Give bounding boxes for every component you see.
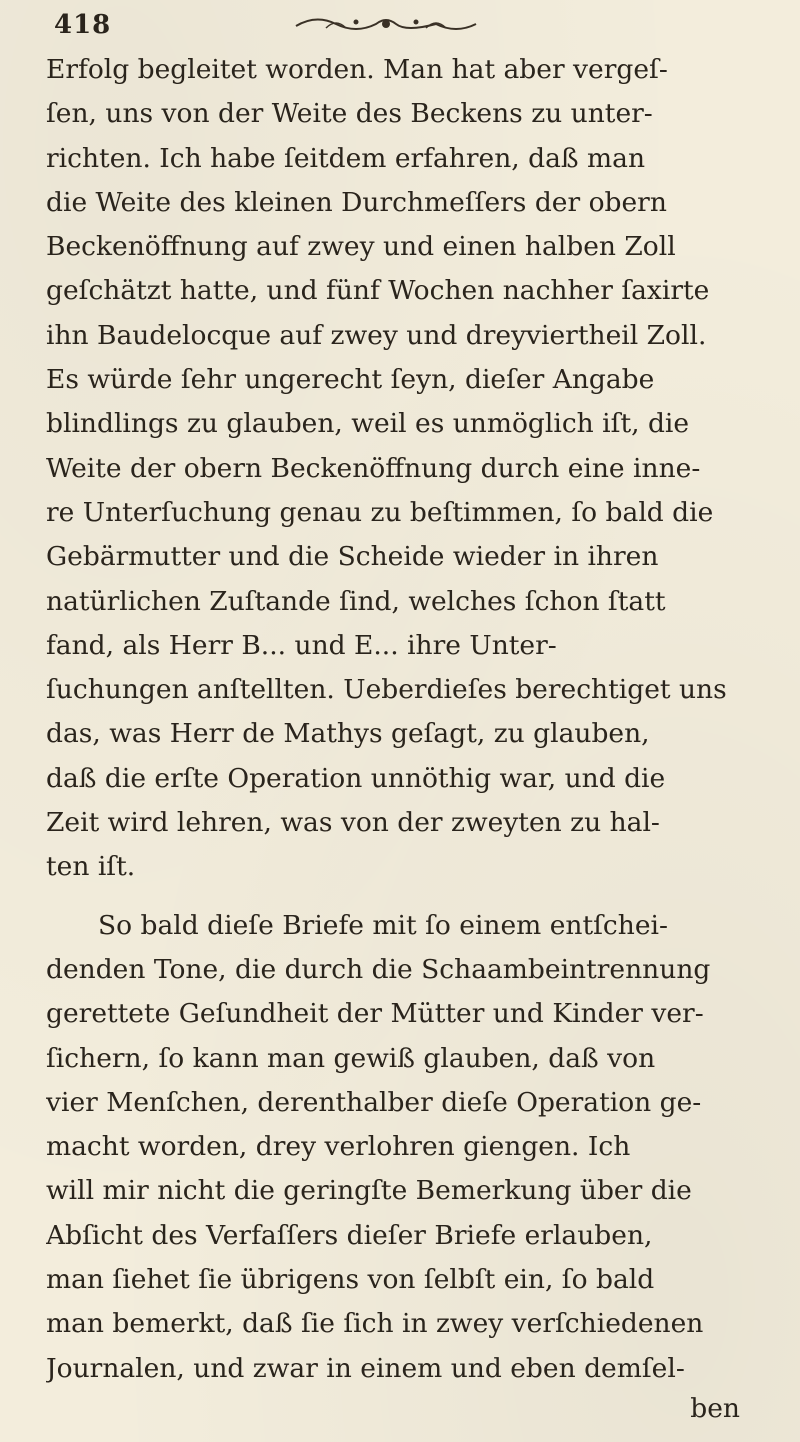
text-line: Gebärmutter und die Scheide wieder in ihren: [46, 541, 659, 573]
text-line: denden Tone, die durch die Schaambeintrennung: [46, 953, 711, 985]
text-line: man bemerkt, daß ſie ſich in zwey verſchiedenen: [46, 1308, 704, 1340]
text-line: ſen, uns von der Weite des Beckens zu unter-: [46, 98, 653, 130]
text-line: daß die erſte Operation unnöthig war, und die: [46, 762, 666, 794]
text-line: Weite der obern Beckenöffnung durch eine inne-: [46, 452, 701, 484]
text-line: Abſicht des Verfaſſers dieſer Briefe erlauben,: [46, 1219, 653, 1251]
text-line: Journalen, und zwar in einem und eben demſel-: [46, 1352, 685, 1384]
text-line: ſuchungen anſtellten. Ueberdieſes berechtiget uns: [46, 674, 727, 706]
text-line: Beckenöffnung auf zwey und einen halben Zoll: [46, 231, 676, 263]
text-line: vier Menſchen, derenthalber dieſe Operation ge-: [46, 1086, 702, 1118]
paragraph-gap: [46, 890, 776, 904]
page-number: 418: [54, 10, 112, 40]
text-line: fand, als Herr B... und E... ihre Unter-: [46, 629, 557, 661]
text-line: macht worden, drey verlohren giengen. Ich: [46, 1131, 631, 1163]
text-line: ſichern, ſo kann man gewiß glauben, daß von: [46, 1042, 656, 1074]
text-line: richten. Ich habe ſeitdem erfahren, daß man: [46, 142, 646, 174]
text-line: gerettete Geſundheit der Mütter und Kinder ver-: [46, 998, 704, 1030]
page-header: [46, 8, 776, 48]
text-line: blindlings zu glauben, weil es unmöglich iſt, die: [46, 408, 690, 440]
paragraph-1: [46, 48, 776, 890]
text-line: will mir nicht die geringſte Bemerkung über die: [46, 1175, 692, 1207]
text-line: ten iſt.: [46, 851, 136, 883]
ornament-icon: [286, 12, 486, 36]
text-line: ihn Baudelocque auf zwey und dreyviertheil Zoll.: [46, 319, 707, 351]
text-line: natürlichen Zuſtande ſind, welches ſchon ſtatt: [46, 585, 666, 617]
text-line: Zeit wird lehren, was von der zweyten zu hal-: [46, 807, 660, 839]
text-line: So bald dieſe Briefe mit ſo einem entſchei-: [98, 909, 668, 941]
text-line: die Weite des kleinen Durchmeſſers der obern: [46, 186, 667, 218]
text-line: das, was Herr de Mathys geſagt, zu glauben,: [46, 718, 650, 750]
body-text: [46, 48, 776, 1427]
text-line: Erfolg begleitet worden. Man hat aber vergeſ-: [46, 54, 668, 85]
catchword: ben: [690, 1392, 740, 1424]
text-line: geſchätzt hatte, und fünf Wochen nachher ſaxirte: [46, 275, 710, 307]
text-line: man ſiehet ſie übrigens von ſelbſt ein, ſo bald: [46, 1264, 655, 1296]
paragraph-2: [46, 904, 776, 1391]
text-line: Es würde ſehr ungerecht ſeyn, dieſer Angabe: [46, 364, 655, 396]
text-line: re Unterſuchung genau zu beſtimmen, ſo bald die: [46, 496, 714, 528]
